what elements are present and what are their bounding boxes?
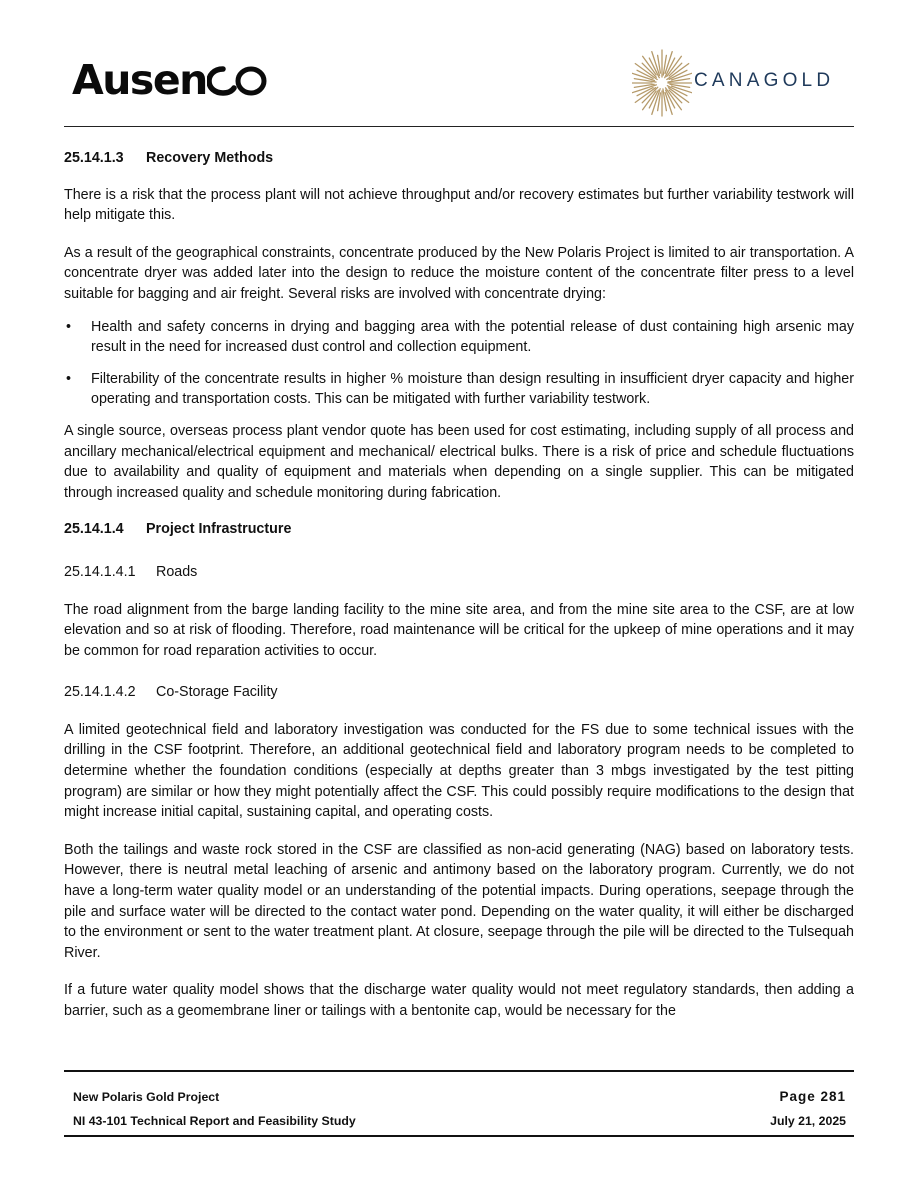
- paragraph: If a future water quality model shows that the discharge water quality would not meet regulatory standards, then adding a barrier, such as a geomembrane liner or tailings with a bentonite cap, would be necessary for the: [64, 982, 854, 1019]
- list-item: [64, 369, 854, 410]
- bullet-icon: •: [66, 318, 72, 335]
- section-number: 25.14.1.4: [64, 521, 124, 538]
- footer-divider-bottom: [64, 1135, 854, 1137]
- list-item-text: Health and safety concerns in drying and bagging area with the potential release of dust containing high arsenic may result in the need for increased dust control and collection equipment.: [91, 318, 854, 356]
- section-number: 25.14.1.4.1: [64, 563, 136, 580]
- paragraph: A single source, overseas process plant vendor quote has been used for cost estimating, including supply of all process and ancillary mechanical/electrical equipment and mechanical/ electrical bulks. There is a risk of price and schedule fluctuations due to availability and quality of equipment and materials when depending on a single supplier. This can be mitigated through increased quality and schedule monitoring during fabrication.: [64, 422, 854, 501]
- footer-right: [770, 1085, 846, 1133]
- ausenco-logo-letters: Ausen: [72, 56, 207, 104]
- footer-project: New Polaris Gold Project: [73, 1090, 220, 1104]
- canagold-logo: [632, 48, 847, 118]
- section-heading-infrastructure: [64, 519, 854, 540]
- section-title: Co-Storage Facility: [156, 684, 278, 701]
- footer-left: [73, 1085, 356, 1133]
- page-number: Page 281: [779, 1089, 846, 1104]
- footer-report: NI 43-101 Technical Report and Feasibility Study: [73, 1114, 356, 1128]
- sunburst-icon: [632, 48, 692, 118]
- ausenco-swirl-icon: [207, 64, 267, 98]
- list-item: [64, 317, 854, 358]
- section-title: Roads: [156, 563, 198, 580]
- paragraph: There is a risk that the process plant will not achieve throughput and/or recovery estimates but further variability testwork will help mitigate this.: [64, 186, 854, 224]
- bullet-list: [64, 317, 854, 410]
- section-heading-roads: [64, 562, 854, 583]
- section-number: 25.14.1.3: [64, 150, 124, 166]
- header-divider: [64, 126, 854, 127]
- ausenco-logo: [72, 58, 267, 102]
- paragraph: The road alignment from the barge landing facility to the mine site area, and from the mine site area to the CSF, are at low elevation and so at risk of flooding. Therefore, road maintenance will be critical for the upkeep of mine operations and it may be common for road reparation activities to occur.: [64, 601, 854, 659]
- list-item-text: Filterability of the concentrate results in higher % moisture than design resulting in insufficient dryer capacity and higher operating and transportation costs. This can be mitigated with further variability testwork.: [91, 370, 854, 408]
- section-title: Project Infrastructure: [146, 521, 292, 538]
- section-title: Recovery Methods: [146, 150, 274, 166]
- canagold-wordmark: CANAGOLD: [694, 70, 835, 91]
- section-number: 25.14.1.4.2: [64, 684, 136, 701]
- paragraph: A limited geotechnical field and laboratory investigation was conducted for the FS due to some technical issues with the drilling in the CSF footprint. Therefore, an additional geotechnical field and laboratory program needs to be completed to determine whether the foundation conditions (especially at depths greater than 3 mbgs investigated by the test pitting program) are similar or how they might potentially affect the CSF. This could possibly require modifications to the design that might increase initial capital, sustaining capital, and operating costs.: [64, 721, 854, 821]
- footer-date: July 21, 2025: [770, 1114, 846, 1128]
- section-heading-costorage: [64, 682, 854, 703]
- bullet-icon: •: [66, 370, 72, 387]
- paragraph: As a result of the geographical constraints, concentrate produced by the New Polaris Project is limited to air transportation. A concentrate dryer was added later into the design to reduce the moisture content of the concentrate filter press to a level suitable for bagging and air freight. Several risks are involved with concentrate drying:: [64, 244, 854, 302]
- section-heading-recovery: [64, 148, 854, 169]
- document-body: [64, 148, 854, 1022]
- paragraph: Both the tailings and waste rock stored in the CSF are classified as non-acid generating (NAG) based on laboratory tests. However, there is neutral metal leaching of arsenic and antimony based on the laboratory program. Currently, we do not have a long-term water quality model or an understanding of the potential impacts. During operations, seepage through the pile and surface water will be directed to the contact water pond. Depending on the water quality, it will either be discharged to the environment or sent to the water treatment plant. At closure, seepage through the pile will be directed to the Tulsequah River.: [64, 841, 854, 961]
- footer-divider-top: [64, 1070, 854, 1072]
